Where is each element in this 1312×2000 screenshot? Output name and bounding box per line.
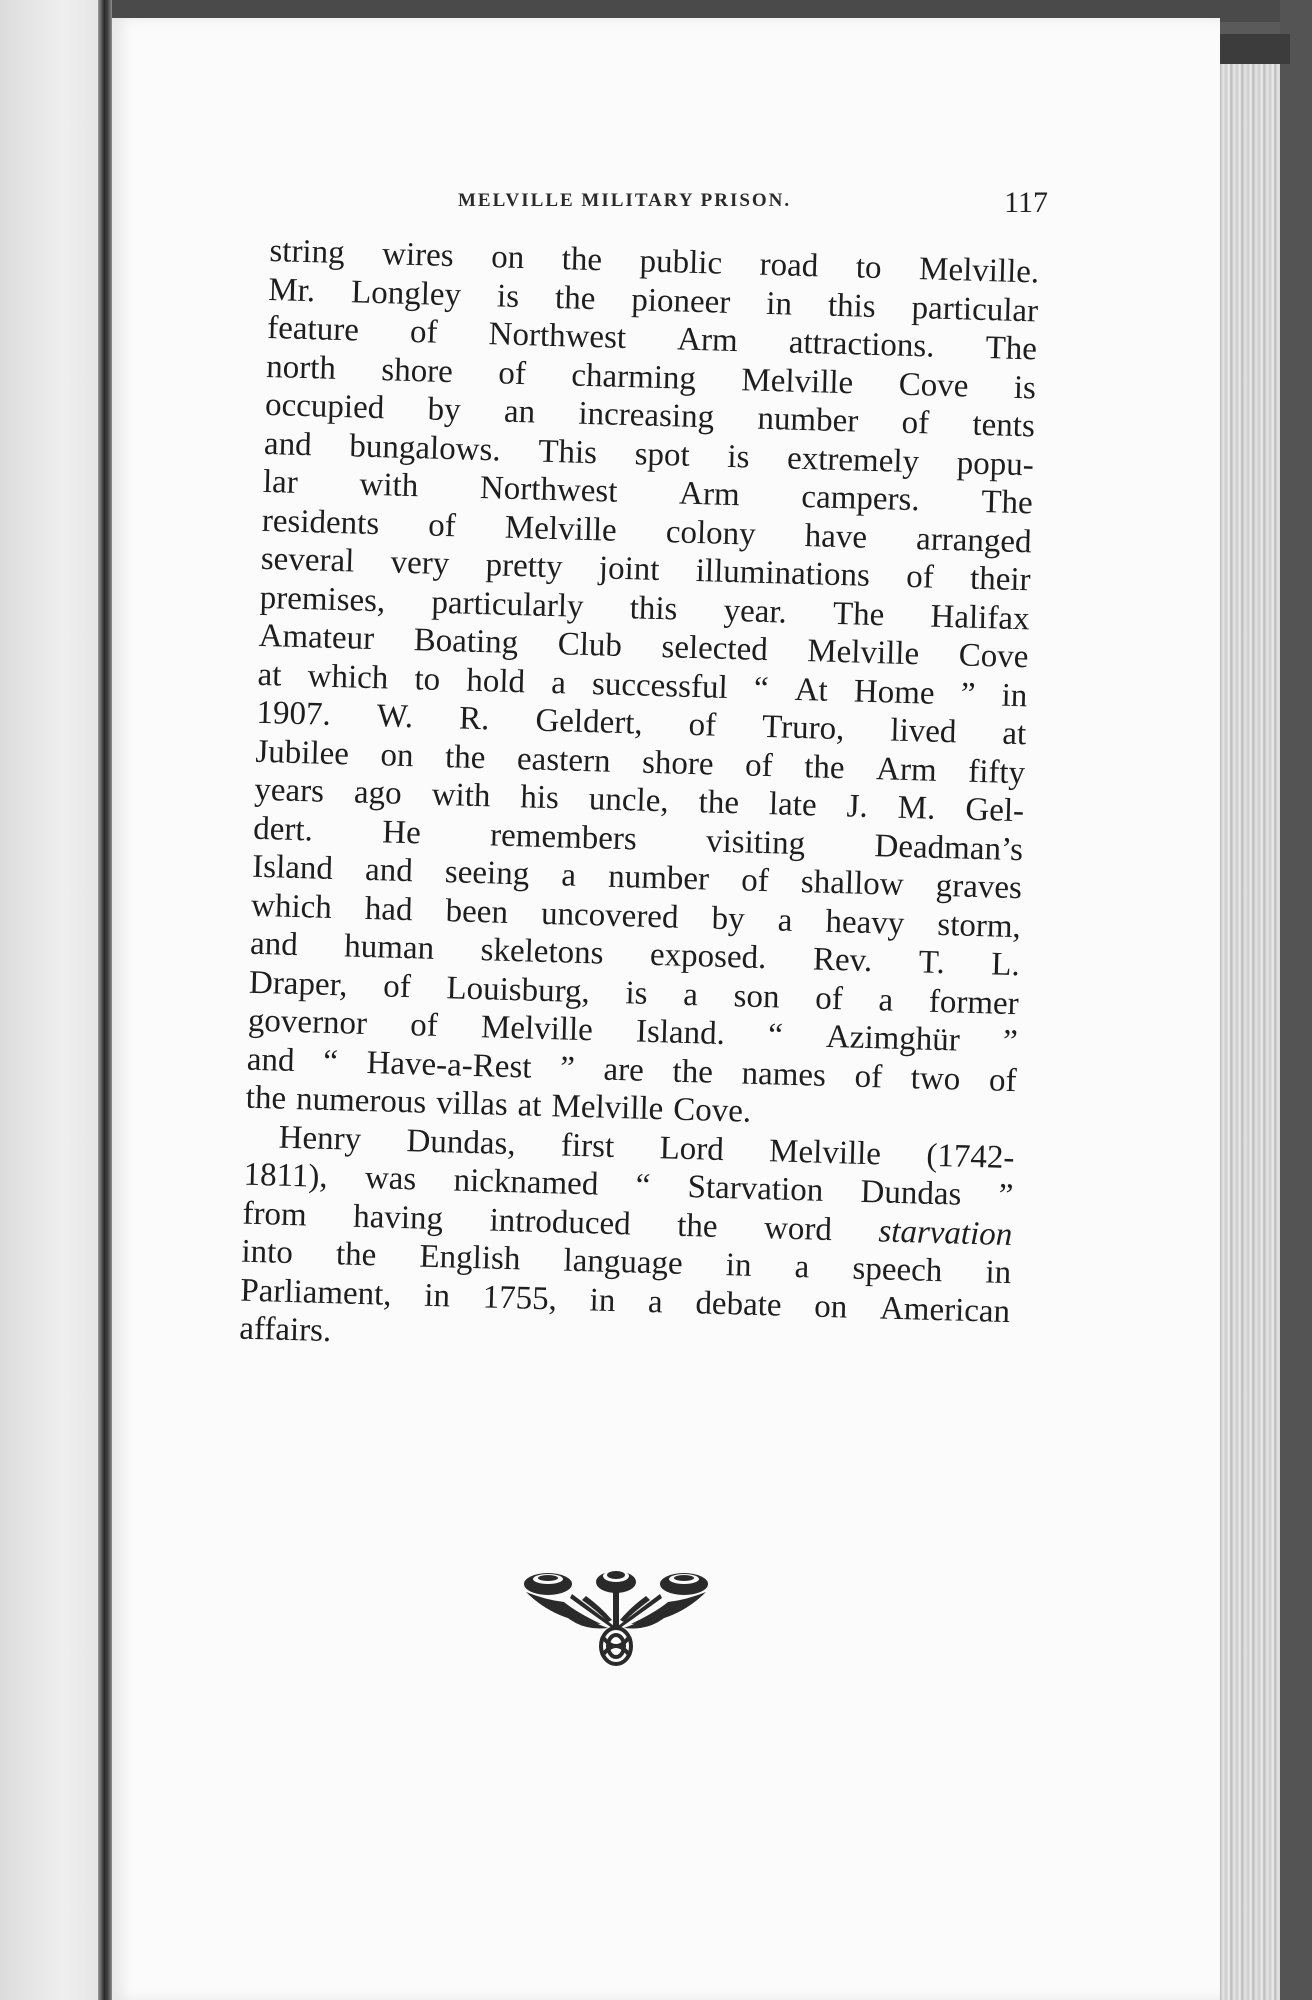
page-number: 117 [1004,186,1048,219]
text-line: Draper, of Louisburg, is a son of a former [248,964,1020,1022]
text-line: Mr. Longley is the pioneer in this particular [267,271,1039,329]
text-line: into the English language in a speech in [241,1233,1012,1292]
paragraph-1 [245,232,1039,1139]
body-text [239,232,1040,1370]
text-line: the numerous villas at Melville Cove. [245,1079,752,1130]
text-line: years ago with his uncle, the late J. M. Gel- [253,771,1025,830]
text-line: 1907. W. R. Geldert, of Truro, lived at [256,694,1027,753]
text-line: lar with Northwest Arm campers. The [262,463,1034,522]
text-line: Jubilee on the eastern shore of the Arm fifty [254,733,1026,791]
running-title: MELVILLE MILITARY PRISON. [458,190,792,211]
text-line: north shore of charming Melville Cove is [265,348,1037,406]
text-line: Amateur Boating Club selected Melville Cove [258,617,1029,676]
text-line: feature of Northwest Arm attractions. The [266,309,1038,368]
text-line: residents of Melville colony have arranged [261,502,1033,560]
text-line: which had been uncovered by a heavy storm, [250,887,1022,945]
text-line: string wires on the public road to Melville. [268,232,1040,291]
book-gutter [98,0,112,2000]
text-line: Henry Dundas, first Lord Melville (1742- [278,1119,1015,1176]
paragraph-2 [239,1117,1015,1369]
text-line: at which to hold a successful “ At Home ” in [257,656,1028,714]
floral-tailpiece-icon [516,1562,716,1672]
text-line: and “ Have-a-Rest ” are the names of two of [246,1041,1018,1099]
facing-page [0,0,105,2000]
italic-word: starvation [878,1212,1013,1253]
text-line: and bungalows. This spot is extremely popu- [263,425,1035,483]
text-line: Island and seeing a number of shallow graves [251,848,1023,907]
text-line: governor of Melville Island. “ Azimghür ” [247,1002,1019,1061]
text-line: several very pretty joint illuminations of their [260,540,1032,599]
text-line: occupied by an increasing number of tents [264,386,1036,445]
text-line: dert. He remembers visiting Deadman’s [252,810,1024,868]
running-head [458,186,1058,226]
text-line: from having introduced the word starvation [242,1195,1013,1253]
scan-right-border [1280,0,1312,2000]
text-line: 1811), was nicknamed “ Starvation Dundas ” [243,1156,1014,1215]
text-line: and human skeletons exposed. Rev. T. L. [249,925,1021,984]
text-line: premises, particularly this year. The Halifax [259,579,1030,637]
text-line: affairs. [238,1310,332,1350]
text-line: Parliament, in 1755, in a debate on American [239,1272,1011,1330]
